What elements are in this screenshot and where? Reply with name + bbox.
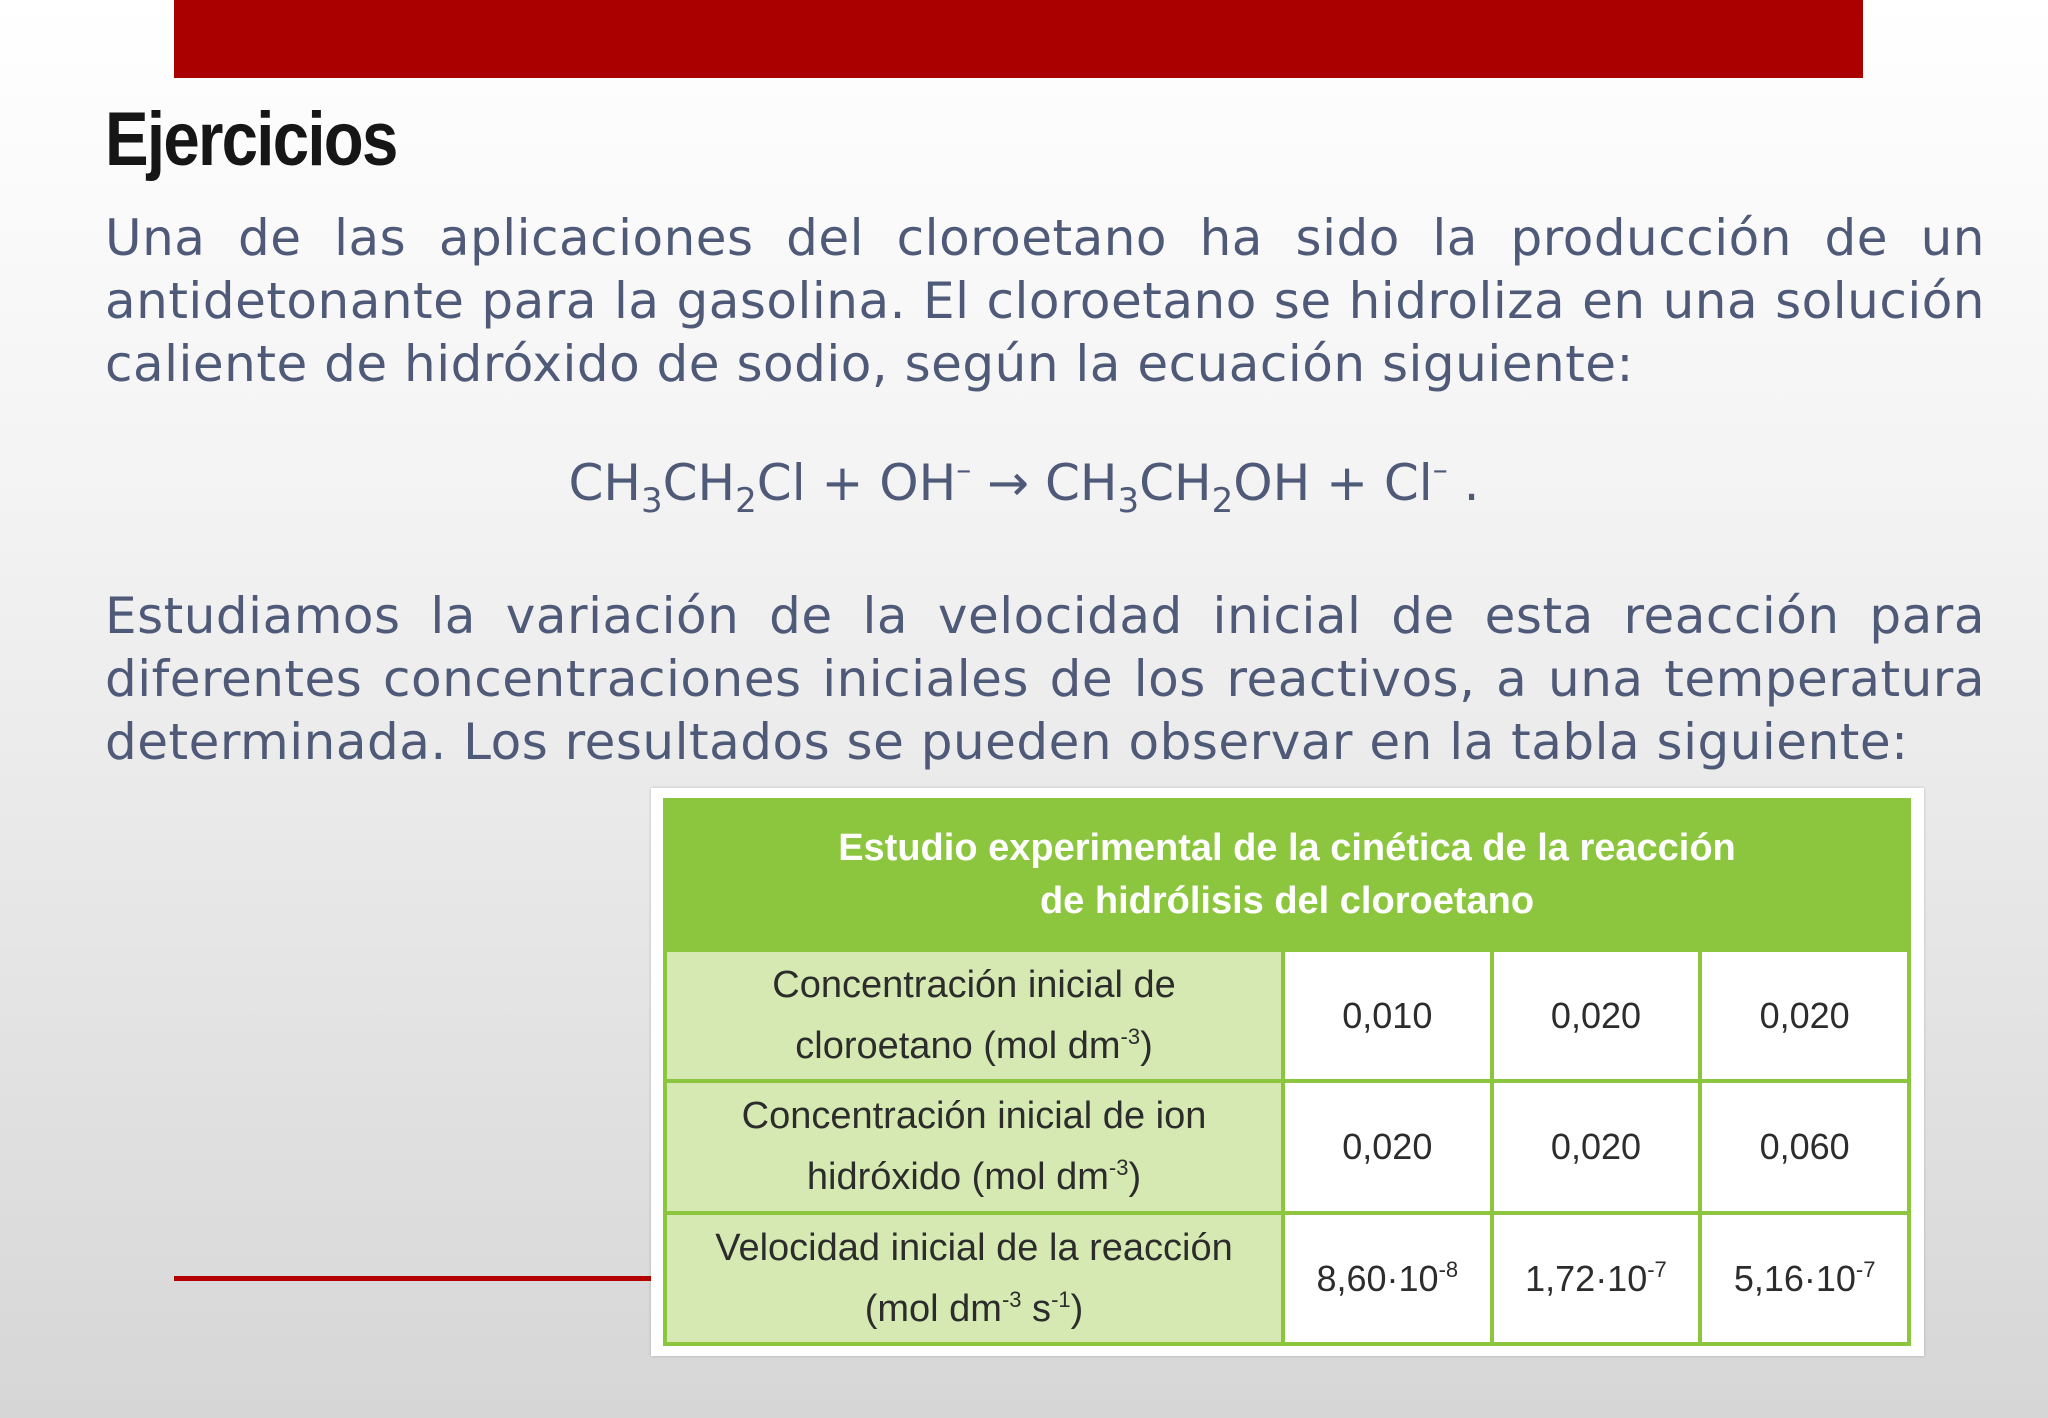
table-cell: 0,020 <box>1700 950 1909 1081</box>
table-cell: $1,72\cdot 10^{-7}$ <box>1492 1213 1701 1344</box>
top-accent-bar <box>174 0 1863 78</box>
table-cell: 0,060 <box>1700 1081 1909 1212</box>
slide-title: Ejercicios <box>105 97 397 182</box>
row-label-rate: Velocidad inicial de la reacción (mol $dm^{-3}$ $s^{-1}$) <box>665 1213 1283 1344</box>
table-cell: 0,010 <box>1283 950 1492 1081</box>
table-row <box>665 950 1909 1081</box>
table-row <box>665 1213 1909 1344</box>
table-cell: 0,020 <box>1283 1081 1492 1212</box>
table-cell: 0,020 <box>1492 1081 1701 1212</box>
study-paragraph: Estudiamos la variación de la velocidad inicial de esta reacción para diferentes concentraciones iniciales de los reactivos, a una temperatura determinada. Los resultados se pueden observar en la tabla siguiente: <box>105 587 1985 771</box>
row-label-chloroethane: Concentración inicial de cloroetano (mol $dm^{-3}$) <box>665 950 1283 1081</box>
table-header-row <box>665 800 1909 950</box>
table-header: Estudio experimental de la cinética de la reacción de hidrólisis del cloroetano <box>665 800 1909 950</box>
table-cell: $8,60\cdot 10^{-8}$ <box>1283 1213 1492 1344</box>
table-cell: 0,020 <box>1492 950 1701 1081</box>
chemical-equation: $CH_3CH_2Cl + OH^- \to CH_3CH_2OH + Cl^-$ . <box>568 453 1480 521</box>
bottom-accent-line <box>174 1276 658 1281</box>
row-label-hydroxide: Concentración inicial de ion hidróxido (mol $dm^{-3}$) <box>665 1081 1283 1212</box>
intro-paragraph: Una de las aplicaciones del cloroetano ha sido la producción de un antidetonante para la gasolina. El cloroetano se hidroliza en una solución caliente de hidróxido de sodio, según la ecuación siguiente: <box>105 209 1985 393</box>
table-cell: $5,16\cdot 10^{-7}$ <box>1700 1213 1909 1344</box>
kinetics-table-image <box>651 788 1924 1356</box>
kinetics-table <box>663 798 1911 1346</box>
table-row <box>665 1081 1909 1212</box>
